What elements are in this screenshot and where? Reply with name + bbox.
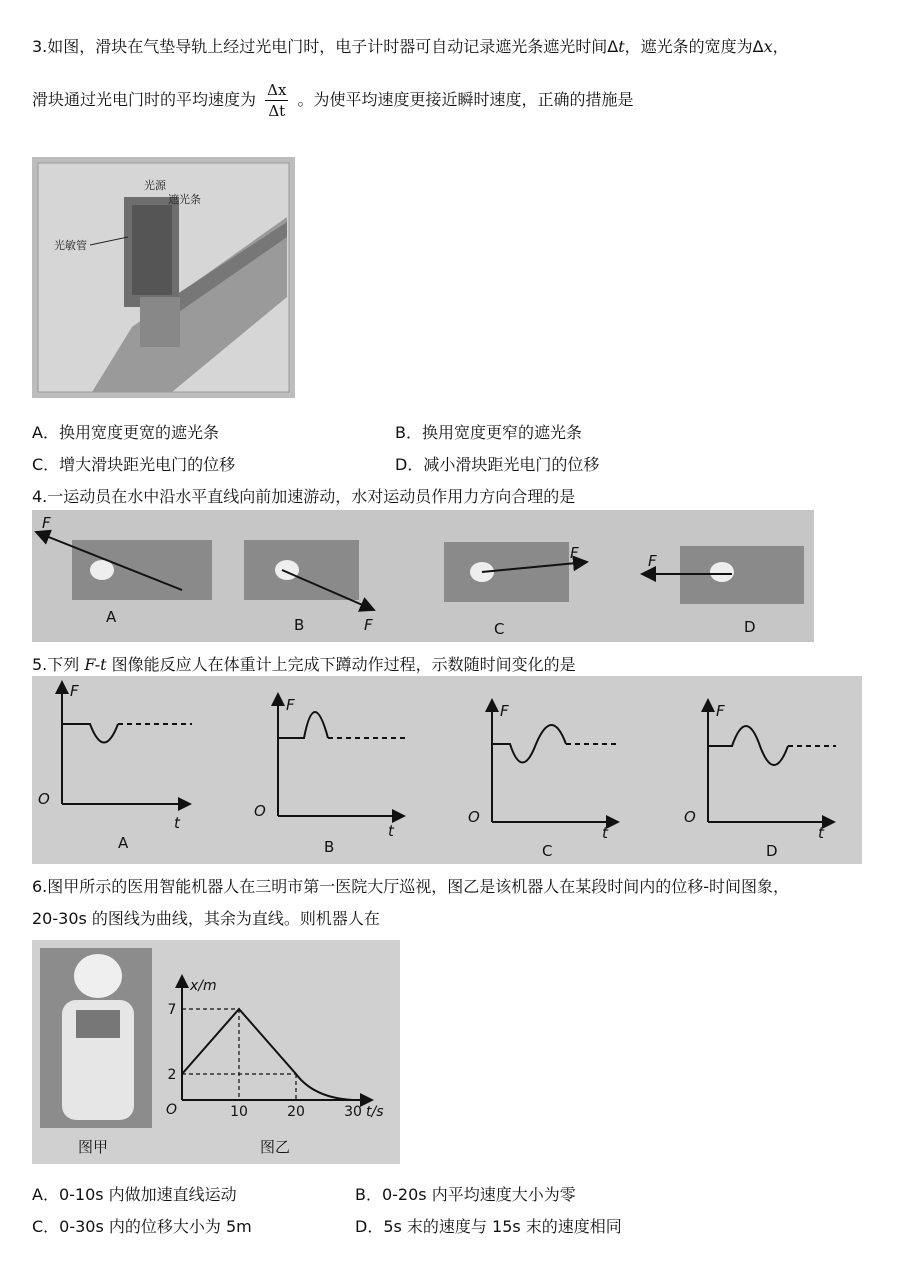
q5-figure-drawing (32, 676, 862, 864)
q6-stem-line2: 20-30s 的图线为曲线，其余为直线。则机器人在 (32, 909, 380, 928)
q3-frac-denominator: Δt (268, 102, 286, 120)
q6-xtick-30: 30 (344, 1104, 362, 1120)
q5-stem (32, 652, 576, 675)
q3-frac-numerator: Δx (267, 81, 287, 99)
q5-graph-label-a: A (118, 834, 129, 852)
q6-ylabel: x/m (190, 978, 217, 994)
q6-figure-drawing (32, 940, 400, 1164)
q5-graph-label-c: C (542, 842, 553, 860)
q3-label-photodiode: 光敏管 (54, 239, 87, 252)
q3-var-t: t (618, 37, 625, 56)
q4-figure-swimmers (32, 510, 814, 642)
q6-stem-line1: 6.图甲所示的医用智能机器人在三明市第一医院大厅巡视，图乙是该机器人在某段时间内的位移-时间图象， (32, 877, 790, 896)
q5-origin-a: O (38, 790, 50, 808)
q3-text-c: ， (772, 37, 789, 56)
q6-xtick-10: 10 (230, 1104, 248, 1120)
q3-option-a[interactable]: A．换用宽度更宽的遮光条 (32, 423, 219, 442)
q4-force-label-b: F (364, 616, 373, 634)
q5-origin-d: O (684, 808, 696, 826)
q5-text-b: 图像能反应人在体重计上完成下蹲动作过程，示数随时间变化的是 (106, 655, 576, 674)
q4-force-label-d: F (648, 552, 657, 570)
q5-origin-c: O (468, 808, 480, 826)
q3-option-b[interactable]: B．换用宽度更窄的遮光条 (395, 423, 582, 442)
q5-figure-ft-graphs (32, 676, 862, 864)
q6-ytick-7: 7 (167, 1002, 177, 1018)
q4-panel-label-c: C (494, 620, 505, 638)
q4-force-label-c: F (570, 544, 579, 562)
q3-label-shading-strip: 遮光条 (168, 193, 201, 206)
q6-option-b[interactable]: B．0-20s 内平均速度大小为零 (355, 1185, 576, 1204)
q5-axis-t-a: t (174, 814, 180, 832)
q6-xlabel: t/s (366, 1104, 384, 1120)
q4-panel-label-a: A (106, 608, 117, 626)
q6-figure (32, 940, 400, 1164)
q3-photo-airtrack (32, 157, 295, 398)
q3-option-c[interactable]: C．增大滑块距光电门的位移 (32, 455, 236, 474)
q5-axis-t-b: t (388, 822, 394, 840)
q6-origin: O (166, 1102, 178, 1118)
q5-text-ft: F-t (84, 655, 107, 674)
q6-ytick-2: 2 (167, 1067, 177, 1083)
q4-panel-label-b: B (294, 616, 305, 634)
q3-text-a: 3.如图，滑块在气垫导轨上经过光电门时，电子计时器可自动记录遮光条遮光时间Δ (32, 37, 619, 56)
q3-var-x: x (763, 37, 773, 56)
q4-panel-label-d: D (744, 618, 756, 636)
q5-axis-f-b: F (286, 696, 295, 714)
q6-label-jia: 图甲 (78, 1138, 109, 1156)
q5-axis-f-c: F (500, 702, 509, 720)
q3-label-light-source: 光源 (144, 179, 166, 192)
q6-xt-curve (182, 1009, 353, 1100)
q5-axis-f-a: F (70, 682, 79, 700)
q3-text-e: 。为使平均速度更接近瞬时速度，正确的措施是 (297, 90, 634, 109)
q3-stem-line2 (32, 80, 634, 121)
q5-axis-t-c: t (602, 824, 608, 842)
q3-option-d[interactable]: D．减小滑块距光电门的位移 (395, 455, 600, 474)
q6-option-c[interactable]: C．0-30s 内的位移大小为 5m (32, 1217, 252, 1236)
q3-photo-drawing (32, 157, 295, 398)
q5-axis-t-d: t (818, 824, 824, 842)
q4-stem: 4.一运动员在水中沿水平直线向前加速游动，水对运动员作用力方向合理的是 (32, 487, 576, 506)
q5-text-a: 5.下列 (32, 655, 85, 674)
q6-tick-labels (168, 1002, 362, 1120)
q3-text-d: 滑块通过光电门时的平均速度为 (32, 90, 257, 109)
q5-origin-b: O (254, 802, 266, 820)
q5-graph-label-b: B (324, 838, 335, 856)
q3-text-b: ，遮光条的宽度为Δ (624, 37, 764, 56)
q5-graph-label-d: D (766, 842, 778, 860)
q6-option-a[interactable]: A．0-10s 内做加速直线运动 (32, 1185, 237, 1204)
q6-label-yi: 图乙 (260, 1138, 291, 1156)
q4-figure-drawing (32, 510, 814, 642)
q6-xtick-20: 20 (287, 1104, 305, 1120)
q4-force-label-a: F (42, 514, 51, 532)
q6-option-d[interactable]: D．5s 末的速度与 15s 末的速度相同 (355, 1217, 622, 1236)
q3-stem-line1 (32, 34, 789, 57)
q5-axis-f-d: F (716, 702, 725, 720)
q3-velocity-fraction (265, 80, 288, 121)
